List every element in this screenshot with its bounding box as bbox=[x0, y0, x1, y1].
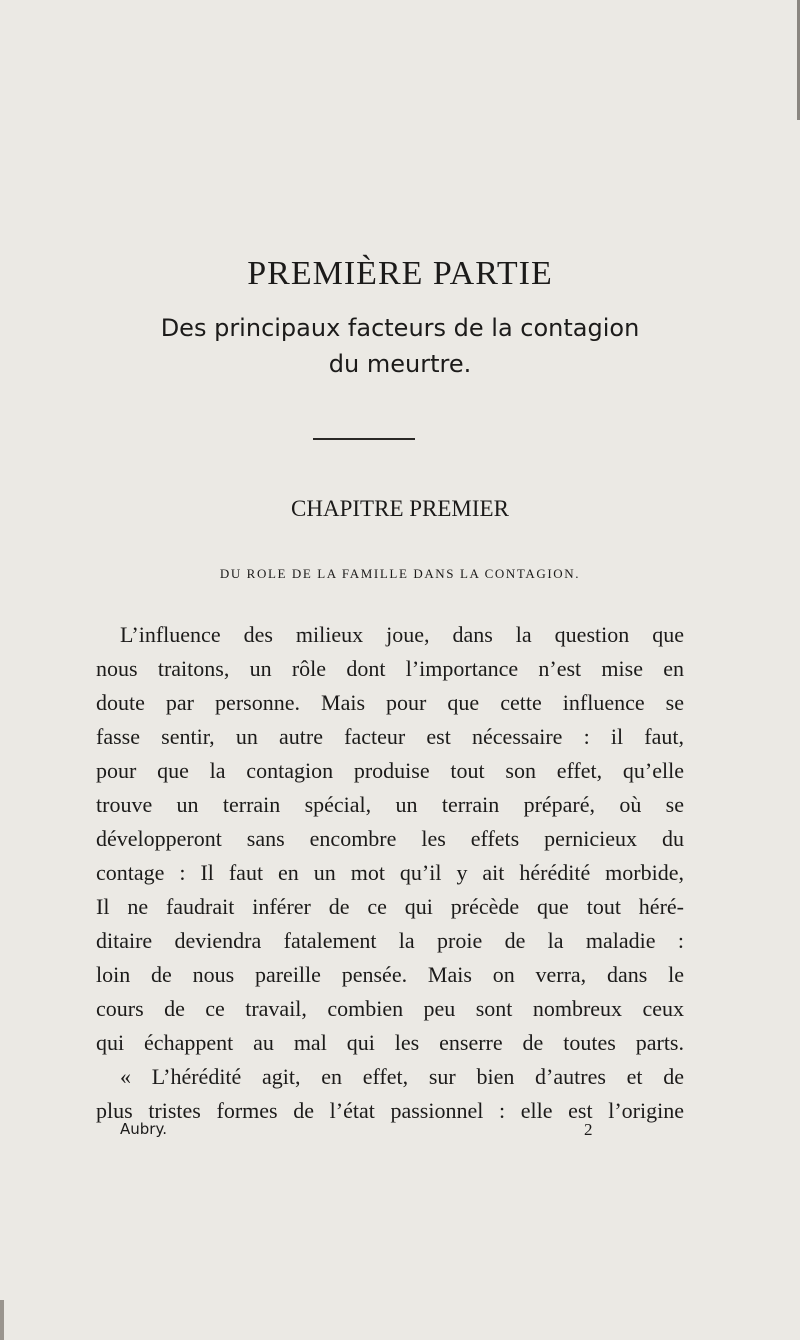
page-footer bbox=[0, 1120, 800, 1144]
chapter-subtitle: DU ROLE DE LA FAMILLE DANS LA CONTAGION. bbox=[219, 566, 581, 581]
section-divider bbox=[313, 438, 415, 440]
body-line: contage : Il faut en un mot qu’il y ait hérédité morbide, bbox=[96, 860, 684, 885]
chapter-title: CHAPITRE PREMIER bbox=[291, 496, 509, 521]
part-subtitle-line-1: Des principaux facteurs de la contagion bbox=[160, 314, 640, 342]
body-line: nous traitons, un rôle dont l’importance n’est mise en bbox=[96, 656, 684, 681]
body-line: pour que la contagion produise tout son effet, qu’elle bbox=[96, 758, 684, 783]
body-line: Il ne faudrait inférer de ce qui précède que tout héré- bbox=[96, 894, 684, 919]
body-line: fasse sentir, un autre facteur est nécessaire : il faut, bbox=[96, 724, 684, 749]
part-subtitle-line-2: du meurtre. bbox=[328, 350, 472, 378]
body-line: trouve un terrain spécial, un terrain préparé, où se bbox=[96, 792, 684, 817]
body-line: développeront sans encombre les effets pernicieux du bbox=[96, 826, 684, 851]
body-line: plus tristes formes de l’état passionnel : elle est l’origine bbox=[96, 1098, 684, 1123]
body-line: doute par personne. Mais pour que cette influence se bbox=[96, 690, 684, 715]
part-title: PREMIÈRE PARTIE bbox=[247, 255, 553, 292]
body-line: loin de nous pareille pensée. Mais on verra, dans le bbox=[96, 962, 684, 987]
page-edge-mark bbox=[0, 1300, 4, 1340]
sheet-number: 2 bbox=[584, 1120, 593, 1139]
signature-mark: Aubry. bbox=[120, 1120, 167, 1138]
body-line: L’influence des milieux joue, dans la question que bbox=[120, 622, 684, 647]
body-line: « L’hérédité agit, en effet, sur bien d’autres et de bbox=[120, 1064, 684, 1089]
part-subtitle bbox=[0, 310, 800, 382]
body-line: cours de ce travail, combien peu sont nombreux ceux bbox=[96, 996, 684, 1021]
body-line: ditaire deviendra fatalement la proie de la maladie : bbox=[96, 928, 684, 953]
body-line: qui échappent au mal qui les enserre de toutes parts. bbox=[96, 1030, 684, 1055]
